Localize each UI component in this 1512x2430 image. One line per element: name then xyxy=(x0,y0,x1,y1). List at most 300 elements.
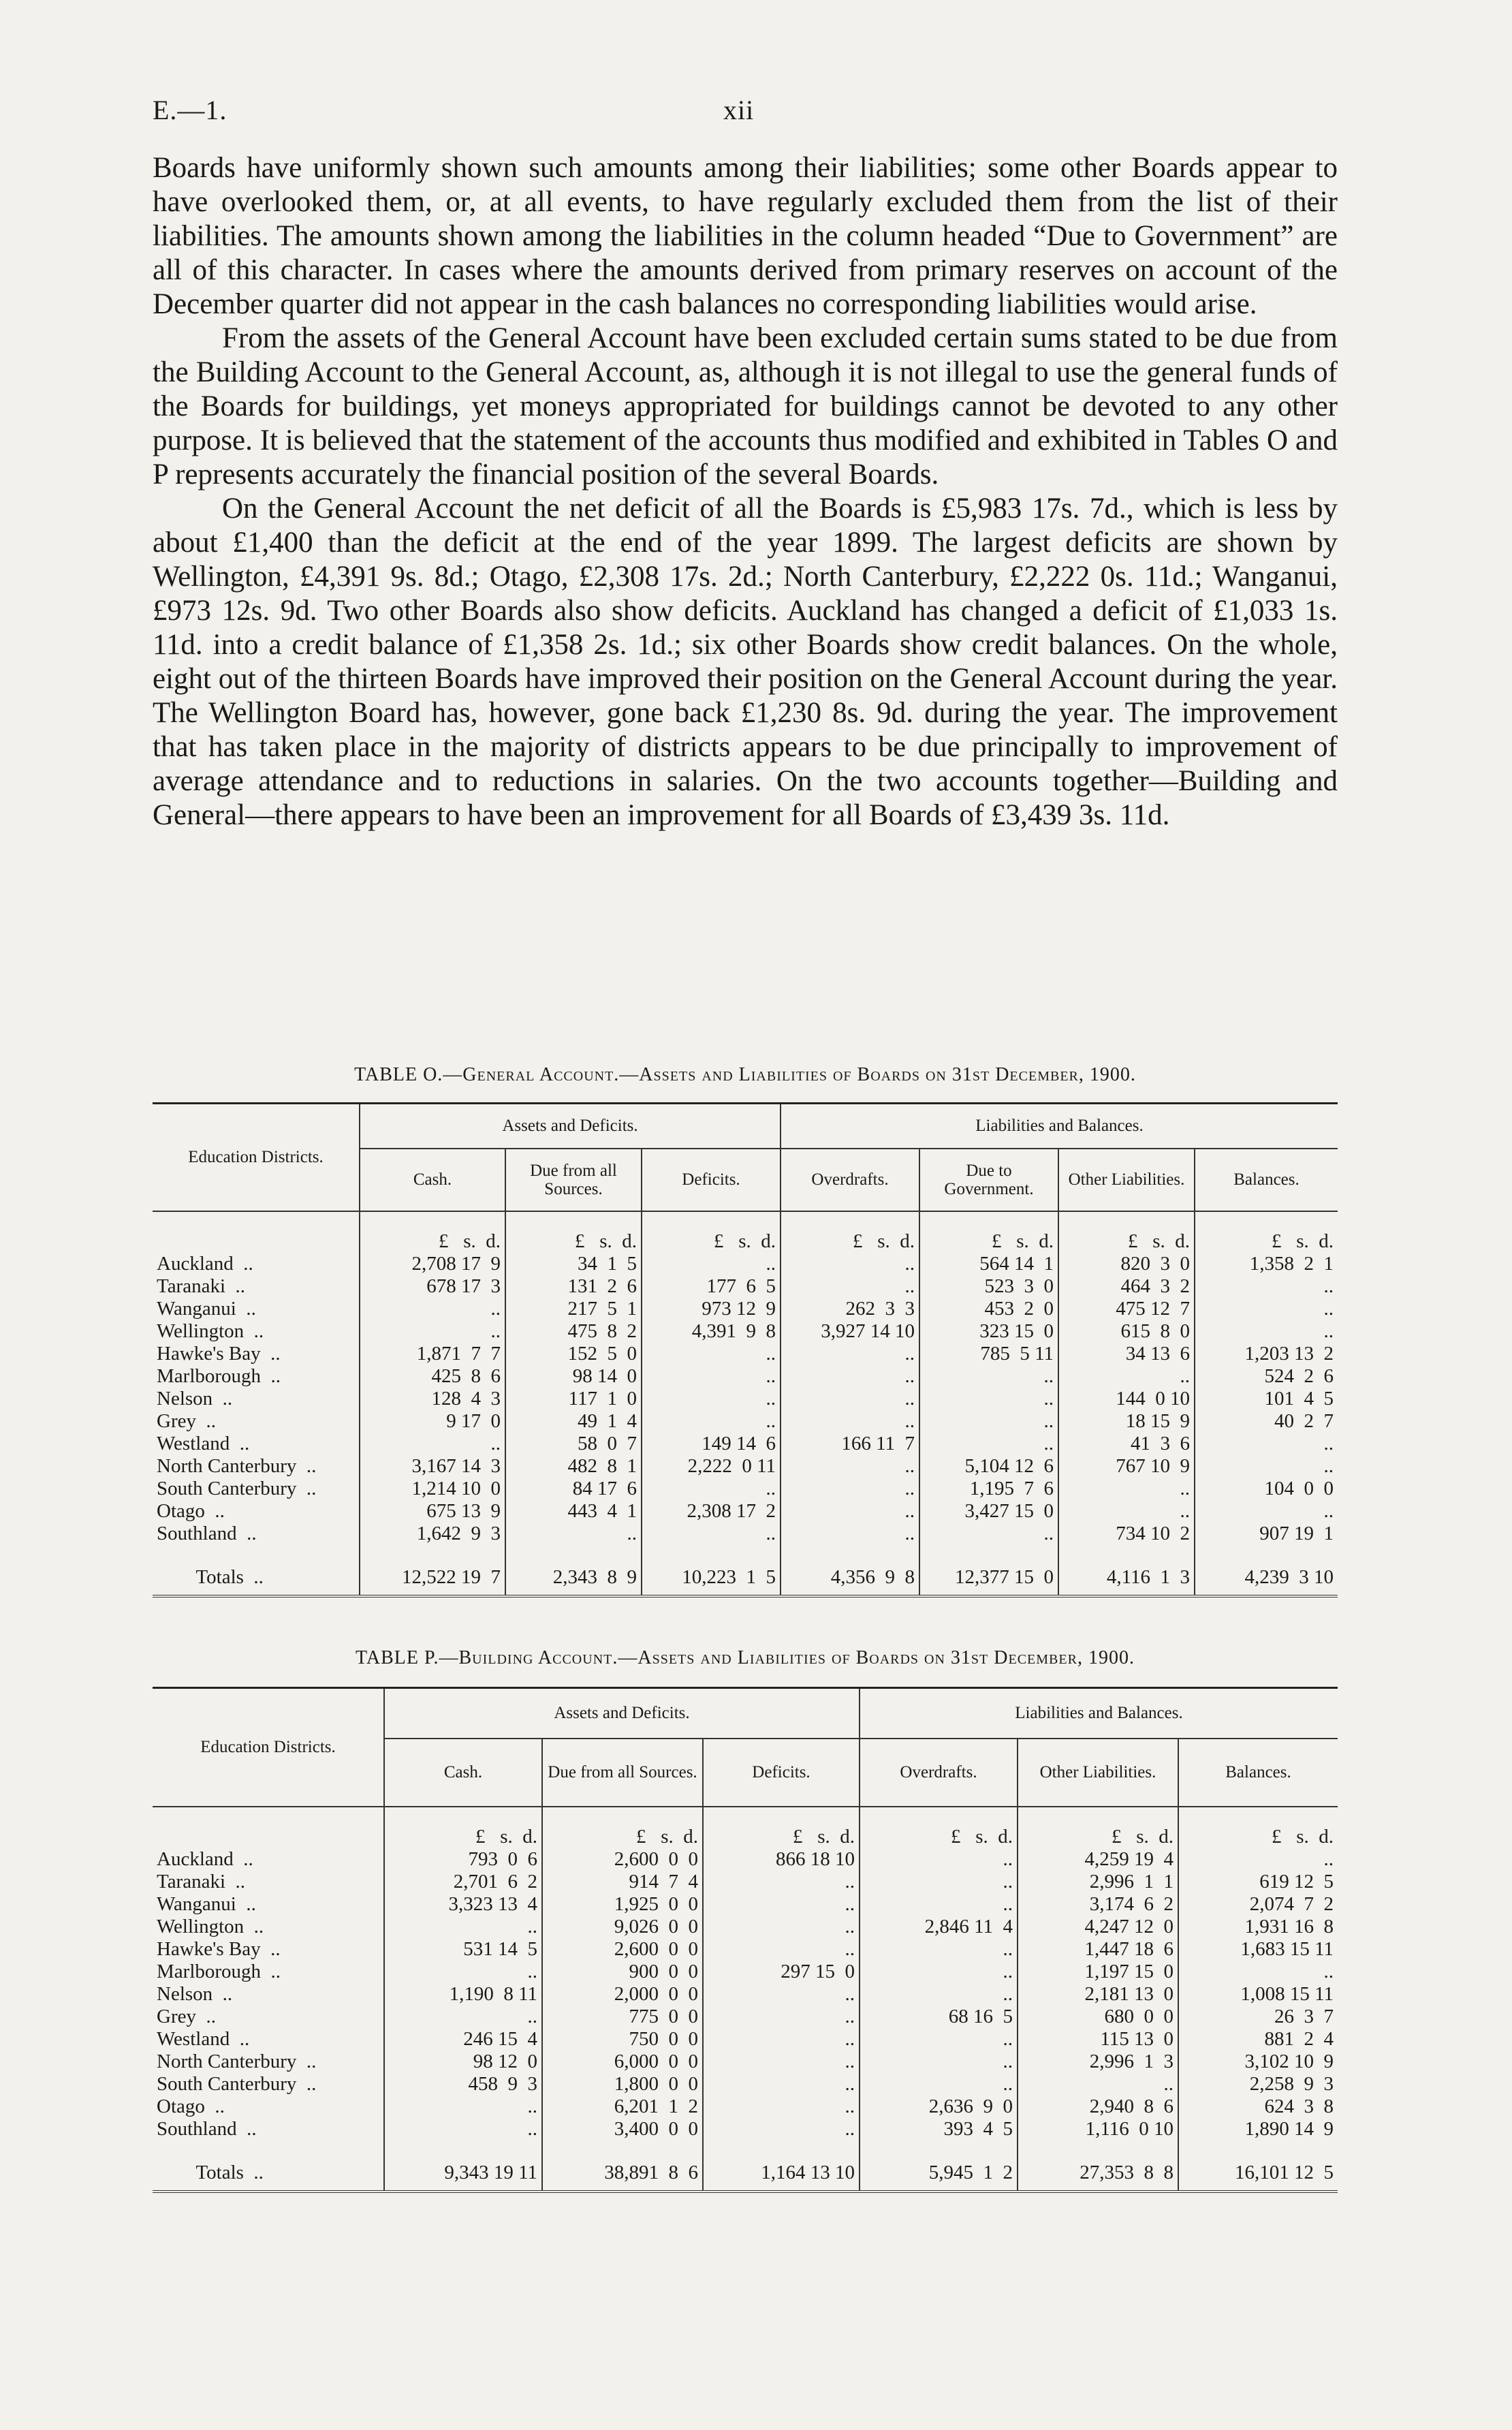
table-p-cell: 2,600 0 0 xyxy=(542,1938,703,1961)
table-p-cell: 246 15 4 xyxy=(384,2028,542,2051)
table-o-units-cell: £ s. d. xyxy=(1195,1211,1338,1253)
table-p-cell: 115 13 0 xyxy=(1018,2028,1178,2051)
table-p-totals-cell: 16,101 12 5 xyxy=(1178,2155,1338,2192)
table-p-cell: .. xyxy=(860,1983,1018,2006)
table-p-cell: 750 0 0 xyxy=(542,2028,703,2051)
table-p-cell: 3,102 10 9 xyxy=(1178,2051,1338,2073)
table-p-row xyxy=(153,1893,1338,1916)
table-o-cell: 1,642 9 3 xyxy=(360,1523,505,1545)
table-o-district-cell: Marlborough .. xyxy=(157,1365,281,1387)
table-o-row xyxy=(153,1523,1338,1545)
table-p-cell: 900 0 0 xyxy=(542,1961,703,1983)
table-o-spacer-cell xyxy=(1058,1545,1195,1560)
table-o-units-cell: £ s. d. xyxy=(781,1211,919,1253)
table-p-row xyxy=(153,1916,1338,1938)
table-o-cell: 1,358 2 1 xyxy=(1195,1253,1338,1275)
table-p-cell: 297 15 0 xyxy=(703,1961,860,1983)
table-p-cell: .. xyxy=(384,2006,542,2028)
table-p-district-cell: Grey .. xyxy=(157,2005,216,2027)
page-number: xii xyxy=(723,95,755,125)
table-o-units-blank xyxy=(153,1211,360,1253)
table-o-cell: 475 8 2 xyxy=(505,1320,642,1343)
table-o-cell: 41 3 6 xyxy=(1058,1433,1195,1455)
table-o-cell: .. xyxy=(781,1365,919,1388)
table-p-district-cell: Westland .. xyxy=(157,2027,250,2050)
table-p-units-cell: £ s. d. xyxy=(1178,1807,1338,1848)
table-p-cell: .. xyxy=(1178,1961,1338,1983)
table-p-district-cell: Marlborough .. xyxy=(157,1960,281,1982)
table-o-cell: .. xyxy=(642,1523,781,1545)
table-o-cell: .. xyxy=(360,1320,505,1343)
table-o-row xyxy=(153,1253,1338,1275)
table-p-cell: 1,683 15 11 xyxy=(1178,1938,1338,1961)
paragraph-3: On the General Account the net deficit of all the Boards is £5,983 17s. 7d., which is less by about £1,400 than the deficit at the end of the year 1899. The largest deficits are shown by Wellington, £4,391 9s. 8d.; Otago, £2,308 17s. 2d.; North Canterbury, £2,222 0s. 11d.; Wanganui, £973 12s. 9d. Two other Boards also show deficits. Auckland has changed a deficit of £1,033 1s. 11d. into a credit balance of £1,358 2s. 1d.; six other Boards show credit balances. On the whole, eight out of the thirteen Boards have improved their position on the General Account during the year. The Wellington Board has, however, gone back £1,230 8s. 9d. during the year. The improvement that has taken place in the majority of districts appears to be due principally to improvement of average attendance and to reductions in salaries. On the two accounts together—Building and General—there appears to have been an improvement for all Boards of £3,439 3s. 11d. xyxy=(153,493,1338,831)
table-o-units-cell: £ s. d. xyxy=(919,1211,1058,1253)
table-p-cell: 2,940 8 6 xyxy=(1018,2096,1178,2118)
table-p-cell: 2,181 13 0 xyxy=(1018,1983,1178,2006)
table-o-totals-cell: 4,356 9 8 xyxy=(781,1560,919,1596)
table-p-cell: .. xyxy=(860,1961,1018,1983)
table-p-cell: 4,247 12 0 xyxy=(1018,1916,1178,1938)
table-p-totals-row xyxy=(153,2155,1338,2192)
table-p-cell: .. xyxy=(703,1871,860,1893)
table-p-cell: .. xyxy=(860,1938,1018,1961)
table-p-cell: 2,600 0 0 xyxy=(542,1848,703,1871)
table-o-units-cell: £ s. d. xyxy=(505,1211,642,1253)
table-p-district-cell: North Canterbury .. xyxy=(157,2050,317,2072)
table-o-cell: 18 15 9 xyxy=(1058,1410,1195,1433)
table-p-cell: 2,636 9 0 xyxy=(860,2096,1018,2118)
table-p-cell: 1,890 14 9 xyxy=(1178,2118,1338,2140)
table-o-cell: 262 3 3 xyxy=(781,1298,919,1320)
table-o-cell: .. xyxy=(505,1523,642,1545)
table-o-cell: .. xyxy=(360,1433,505,1455)
table-o-cell: 49 1 4 xyxy=(505,1410,642,1433)
table-p-spacer-cell xyxy=(542,2140,703,2155)
table-o-cell: 1,195 7 6 xyxy=(919,1478,1058,1500)
table-p-totals-label: Totals .. xyxy=(157,2161,264,2183)
table-o-spacer-cell xyxy=(505,1545,642,1560)
table-p-cell: 1,931 16 8 xyxy=(1178,1916,1338,1938)
table-p-row xyxy=(153,1961,1338,1983)
table-o-totals-cell: 4,239 3 10 xyxy=(1195,1560,1338,1596)
table-p-cell: 6,201 1 2 xyxy=(542,2096,703,2118)
table-o-spacer-cell xyxy=(919,1545,1058,1560)
table-o-cell: 131 2 6 xyxy=(505,1275,642,1298)
table-o-cell: .. xyxy=(781,1343,919,1365)
table-o-cell: 2,708 17 9 xyxy=(360,1253,505,1275)
table-p-cell: 1,447 18 6 xyxy=(1018,1938,1178,1961)
table-p-cell: .. xyxy=(860,1871,1018,1893)
table-o-cell: .. xyxy=(642,1253,781,1275)
table-p-col-header: Other Liabilities. xyxy=(1018,1739,1178,1807)
table-p-units-cell: £ s. d. xyxy=(384,1807,542,1848)
table-p-cell: .. xyxy=(703,2051,860,2073)
table-p-cell: 2,996 1 3 xyxy=(1018,2051,1178,2073)
table-o-district-cell: Grey .. xyxy=(157,1409,216,1432)
table-o-cell: 323 15 0 xyxy=(919,1320,1058,1343)
table-p-cell: 1,008 15 11 xyxy=(1178,1983,1338,2006)
table-p-col-header: Balances. xyxy=(1178,1739,1338,1807)
table-o-cell: 1,203 13 2 xyxy=(1195,1343,1338,1365)
table-p-cell: .. xyxy=(384,2096,542,2118)
table-o-row xyxy=(153,1320,1338,1343)
table-o-cell: .. xyxy=(642,1410,781,1433)
table-o-district-cell: Otago .. xyxy=(157,1499,225,1522)
table-o-cell: 128 4 3 xyxy=(360,1388,505,1410)
table-p-units-row xyxy=(153,1807,1338,1848)
table-o-cell: 3,427 15 0 xyxy=(919,1500,1058,1523)
table-o-col-header: Due from all Sources. xyxy=(505,1149,642,1211)
table-o-totals-cell: 2,343 8 9 xyxy=(505,1560,642,1596)
table-p-cell: 6,000 0 0 xyxy=(542,2051,703,2073)
table-o-cell: .. xyxy=(919,1388,1058,1410)
table-p-spacer-cell xyxy=(1178,2140,1338,2155)
table-p xyxy=(153,1687,1338,2193)
table-p-row xyxy=(153,2006,1338,2028)
table-p-cell: .. xyxy=(384,1961,542,1983)
table-o-spacer-cell xyxy=(1195,1545,1338,1560)
table-o-cell: .. xyxy=(642,1388,781,1410)
table-o-cell: 678 17 3 xyxy=(360,1275,505,1298)
table-p-row xyxy=(153,1983,1338,2006)
table-o-cell: 2,222 0 11 xyxy=(642,1455,781,1478)
table-o-district-cell: Auckland .. xyxy=(157,1252,253,1275)
table-o-cell: 34 13 6 xyxy=(1058,1343,1195,1365)
table-p-district-cell: Nelson .. xyxy=(157,1982,233,2005)
table-o-cell: .. xyxy=(1058,1478,1195,1500)
table-o-spacer-cell xyxy=(642,1545,781,1560)
table-o-caption: TABLE O.—General Account.—Assets and Liabilities of Boards on 31st December, 1900. xyxy=(354,1064,1136,1085)
table-p-row xyxy=(153,2096,1338,2118)
table-p-units-cell: £ s. d. xyxy=(1018,1807,1178,1848)
table-p-units-cell: £ s. d. xyxy=(860,1807,1018,1848)
table-o-cell: .. xyxy=(919,1523,1058,1545)
table-o-cell: .. xyxy=(919,1410,1058,1433)
table-o-cell: 425 8 6 xyxy=(360,1365,505,1388)
table-o-row xyxy=(153,1343,1338,1365)
table-o-cell: .. xyxy=(642,1343,781,1365)
table-p-caption: TABLE P.—Building Account.—Assets and Liabilities of Boards on 31st December, 1900. xyxy=(356,1647,1135,1668)
table-o-district-cell: Wellington .. xyxy=(157,1320,264,1342)
table-p-row xyxy=(153,2051,1338,2073)
table-p-cell: .. xyxy=(703,1938,860,1961)
table-o-cell: 482 8 1 xyxy=(505,1455,642,1478)
table-p-liabilities-header: Liabilities and Balances. xyxy=(860,1688,1338,1739)
table-p-totals-cell: 5,945 1 2 xyxy=(860,2155,1018,2192)
table-o-col-header: Other Liabilities. xyxy=(1058,1149,1195,1211)
table-p-district-cell: Auckland .. xyxy=(157,1848,253,1870)
table-p-cell: 2,258 9 3 xyxy=(1178,2073,1338,2096)
table-p-cell: 9,026 0 0 xyxy=(542,1916,703,1938)
table-o-cell: .. xyxy=(1195,1298,1338,1320)
table-p-cell: 531 14 5 xyxy=(384,1938,542,1961)
table-o-cell: .. xyxy=(1058,1365,1195,1388)
table-o-units-row xyxy=(153,1211,1338,1253)
table-p-spacer-cell xyxy=(384,2140,542,2155)
table-o-district-cell: Westland .. xyxy=(157,1432,250,1454)
table-p-cell: .. xyxy=(703,2118,860,2140)
table-p-spacer-row xyxy=(153,2140,1338,2155)
table-p-cell: .. xyxy=(860,2073,1018,2096)
table-o-cell: 98 14 0 xyxy=(505,1365,642,1388)
table-o-cell: 3,167 14 3 xyxy=(360,1455,505,1478)
table-p-cell: .. xyxy=(860,2051,1018,2073)
table-p-col-header: Overdrafts. xyxy=(860,1739,1018,1807)
table-o-spacer-cell xyxy=(360,1545,505,1560)
table-o-cell: .. xyxy=(1195,1275,1338,1298)
table-p-totals-cell: 9,343 19 11 xyxy=(384,2155,542,2192)
table-o-totals-cell: 12,377 15 0 xyxy=(919,1560,1058,1596)
table-o-cell: .. xyxy=(919,1365,1058,1388)
table-o-col-header: Balances. xyxy=(1195,1149,1338,1211)
table-p-spacer-cell xyxy=(860,2140,1018,2155)
table-p-totals-cell: 38,891 8 6 xyxy=(542,2155,703,2192)
table-p-totals-cell: 1,164 13 10 xyxy=(703,2155,860,2192)
table-o-cell: 524 2 6 xyxy=(1195,1365,1338,1388)
table-p-cell: 3,174 6 2 xyxy=(1018,1893,1178,1916)
table-o-cell: 217 5 1 xyxy=(505,1298,642,1320)
table-p-cell: 624 3 8 xyxy=(1178,2096,1338,2118)
table-o-totals-row xyxy=(153,1560,1338,1596)
table-o-cell: 2,308 17 2 xyxy=(642,1500,781,1523)
table-p-cell: 2,000 0 0 xyxy=(542,1983,703,2006)
paragraph-1: Boards have uniformly shown such amounts among their liabilities; some other Boards appear to have overlooked them, or, at all events, to have regularly excluded them from the list of their liabilities. The amounts shown among the liabilities in the column headed “Due to Government” are all of this character. In cases where the amounts derived from primary reserves on account of the December quarter did not appear in the cash balances no corresponding liabilities would arise. xyxy=(153,152,1338,320)
table-p-cell: .. xyxy=(703,1983,860,2006)
table-o-cell: 9 17 0 xyxy=(360,1410,505,1433)
table-o-assets-header: Assets and Deficits. xyxy=(360,1104,781,1149)
table-p-units-blank xyxy=(153,1807,384,1848)
table-o-cell: 104 0 0 xyxy=(1195,1478,1338,1500)
table-o-cell: 523 3 0 xyxy=(919,1275,1058,1298)
table-o-cell: 464 3 2 xyxy=(1058,1275,1195,1298)
table-p-cell: .. xyxy=(703,1893,860,1916)
table-o-cell: .. xyxy=(1195,1433,1338,1455)
table-o-cell: 101 4 5 xyxy=(1195,1388,1338,1410)
table-p-cell: 2,701 6 2 xyxy=(384,1871,542,1893)
table-p-spacer-cell xyxy=(703,2140,860,2155)
table-p-cell: .. xyxy=(703,2028,860,2051)
table-p-cell: .. xyxy=(860,2028,1018,2051)
table-p-district-cell: Hawke's Bay .. xyxy=(157,1937,281,1960)
table-o-district-cell: Taranaki .. xyxy=(157,1275,246,1297)
table-o-col-header: Deficits. xyxy=(642,1149,781,1211)
table-o-cell: 973 12 9 xyxy=(642,1298,781,1320)
table-o-units-cell: £ s. d. xyxy=(1058,1211,1195,1253)
table-o-row xyxy=(153,1298,1338,1320)
table-o-cell: 4,391 9 8 xyxy=(642,1320,781,1343)
table-o-cell: 117 1 0 xyxy=(505,1388,642,1410)
table-o-col-header: Overdrafts. xyxy=(781,1149,919,1211)
table-p-cell: 3,323 13 4 xyxy=(384,1893,542,1916)
table-o-cell: 166 11 7 xyxy=(781,1433,919,1455)
table-o-row xyxy=(153,1478,1338,1500)
table-o-cell: .. xyxy=(642,1478,781,1500)
table-o-row xyxy=(153,1275,1338,1298)
table-o-cell: 1,871 7 7 xyxy=(360,1343,505,1365)
table-p-cell: .. xyxy=(1178,1848,1338,1871)
table-p-cell: .. xyxy=(384,2118,542,2140)
table-o-row xyxy=(153,1500,1338,1523)
table-o-cell: .. xyxy=(781,1275,919,1298)
table-p-row xyxy=(153,2118,1338,2140)
table-o-col-header: Due to Government. xyxy=(919,1149,1058,1211)
table-o-cell: .. xyxy=(642,1365,781,1388)
table-o-cell: .. xyxy=(1195,1320,1338,1343)
table-p-cell: 393 4 5 xyxy=(860,2118,1018,2140)
table-p-district-cell: Wellington .. xyxy=(157,1915,264,1937)
table-o-district-cell: South Canterbury .. xyxy=(157,1477,317,1499)
table-p-row xyxy=(153,1938,1338,1961)
table-p-row xyxy=(153,2073,1338,2096)
table-p-row xyxy=(153,1848,1338,1871)
table-p-spacer-cell xyxy=(153,2140,384,2155)
table-p-cell: .. xyxy=(860,1848,1018,1871)
table-o-district-header: Education Districts. xyxy=(188,1148,324,1167)
table-o-cell: 767 10 9 xyxy=(1058,1455,1195,1478)
table-p-col-header: Due from all Sources. xyxy=(542,1739,703,1807)
table-o-cell: 453 2 0 xyxy=(919,1298,1058,1320)
table-p-cell: 2,074 7 2 xyxy=(1178,1893,1338,1916)
table-o-district-cell: Wanganui .. xyxy=(157,1297,256,1320)
table-o-cell: 152 5 0 xyxy=(505,1343,642,1365)
table-o-cell: 615 8 0 xyxy=(1058,1320,1195,1343)
table-p-cell: 1,116 0 10 xyxy=(1018,2118,1178,2140)
table-o-units-cell: £ s. d. xyxy=(642,1211,781,1253)
table-o-district-cell: Hawke's Bay .. xyxy=(157,1342,281,1365)
table-o-row xyxy=(153,1388,1338,1410)
table-o-row xyxy=(153,1410,1338,1433)
table-p-cell: 3,400 0 0 xyxy=(542,2118,703,2140)
table-o-cell: .. xyxy=(781,1388,919,1410)
table-o-cell: .. xyxy=(919,1433,1058,1455)
table-o-district-cell: North Canterbury .. xyxy=(157,1454,317,1477)
table-o xyxy=(153,1102,1338,1598)
table-o-district-cell: Nelson .. xyxy=(157,1387,233,1409)
table-o-cell: 149 14 6 xyxy=(642,1433,781,1455)
table-o-totals-cell: 10,223 1 5 xyxy=(642,1560,781,1596)
table-p-totals-cell: 27,353 8 8 xyxy=(1018,2155,1178,2192)
table-p-row xyxy=(153,2028,1338,2051)
table-p-cell: 775 0 0 xyxy=(542,2006,703,2028)
table-o-cell: 785 5 11 xyxy=(919,1343,1058,1365)
table-p-assets-header: Assets and Deficits. xyxy=(384,1688,860,1739)
table-o-cell: 1,214 10 0 xyxy=(360,1478,505,1500)
table-p-cell: 680 0 0 xyxy=(1018,2006,1178,2028)
table-o-row xyxy=(153,1433,1338,1455)
table-o-totals-label: Totals .. xyxy=(157,1566,264,1588)
table-o-cell: 734 10 2 xyxy=(1058,1523,1195,1545)
table-o-spacer-row xyxy=(153,1545,1338,1560)
table-o-cell: 475 12 7 xyxy=(1058,1298,1195,1320)
table-p-district-cell: Taranaki .. xyxy=(157,1870,246,1892)
table-o-units-cell: £ s. d. xyxy=(360,1211,505,1253)
table-o-cell: 84 17 6 xyxy=(505,1478,642,1500)
table-p-district-header: Education Districts. xyxy=(200,1738,336,1757)
table-o-cell: .. xyxy=(781,1500,919,1523)
table-p-district-cell: South Canterbury .. xyxy=(157,2072,317,2095)
table-p-district-cell: Otago .. xyxy=(157,2095,225,2117)
table-p-cell: 1,190 8 11 xyxy=(384,1983,542,2006)
table-o-cell: 443 4 1 xyxy=(505,1500,642,1523)
page-header-left: E.—1. xyxy=(153,95,227,125)
table-o-spacer-cell xyxy=(781,1545,919,1560)
table-p-row xyxy=(153,1871,1338,1893)
table-p-district-cell: Wanganui .. xyxy=(157,1892,256,1915)
table-p-cell: 2,996 1 1 xyxy=(1018,1871,1178,1893)
table-p-cell: .. xyxy=(384,1916,542,1938)
table-o-cell: 675 13 9 xyxy=(360,1500,505,1523)
table-o-cell: 907 19 1 xyxy=(1195,1523,1338,1545)
table-o-totals-cell: 12,522 19 7 xyxy=(360,1560,505,1596)
table-o-cell: .. xyxy=(1058,1500,1195,1523)
table-o-cell: 58 0 7 xyxy=(505,1433,642,1455)
table-o-district-cell: Southland .. xyxy=(157,1522,257,1544)
table-o-cell: .. xyxy=(781,1253,919,1275)
table-p-cell: 866 18 10 xyxy=(703,1848,860,1871)
table-o-cell: 177 6 5 xyxy=(642,1275,781,1298)
table-o-row xyxy=(153,1455,1338,1478)
table-o-cell: 564 14 1 xyxy=(919,1253,1058,1275)
table-p-col-header: Deficits. xyxy=(703,1739,860,1807)
table-p-cell: .. xyxy=(703,2073,860,2096)
table-p-cell: 458 9 3 xyxy=(384,2073,542,2096)
table-o-cell: .. xyxy=(781,1523,919,1545)
table-p-cell: 2,846 11 4 xyxy=(860,1916,1018,1938)
table-p-cell: 793 0 6 xyxy=(384,1848,542,1871)
paragraph-2: From the assets of the General Account have been excluded certain sums stated to be due from the Building Account to the General Account, as, although it is not illegal to use the general funds of the Boards for buildings, yet moneys appropriated for buildings cannot be devoted to any other purpose. It is believed that the statement of the accounts thus modified and exhibited in Tables O and P represents accurately the financial position of the several Boards. xyxy=(153,322,1338,490)
table-o-cell: .. xyxy=(360,1298,505,1320)
table-p-cell: 619 12 5 xyxy=(1178,1871,1338,1893)
table-p-cell: .. xyxy=(703,2096,860,2118)
table-p-cell: .. xyxy=(703,2006,860,2028)
table-p-cell: 98 12 0 xyxy=(384,2051,542,2073)
table-p-spacer-cell xyxy=(1018,2140,1178,2155)
table-o-spacer-cell xyxy=(153,1545,360,1560)
table-o-cell: .. xyxy=(781,1478,919,1500)
table-p-cell: .. xyxy=(860,1893,1018,1916)
table-o-cell: 5,104 12 6 xyxy=(919,1455,1058,1478)
table-p-units-cell: £ s. d. xyxy=(703,1807,860,1848)
table-p-cell: 26 3 7 xyxy=(1178,2006,1338,2028)
body-text xyxy=(153,151,1338,832)
table-p-units-cell: £ s. d. xyxy=(542,1807,703,1848)
table-p-cell: 914 7 4 xyxy=(542,1871,703,1893)
table-p-cell: 68 16 5 xyxy=(860,2006,1018,2028)
table-p-cell: .. xyxy=(703,1916,860,1938)
table-o-totals-cell: 4,116 1 3 xyxy=(1058,1560,1195,1596)
table-p-cell: 881 2 4 xyxy=(1178,2028,1338,2051)
table-o-liabilities-header: Liabilities and Balances. xyxy=(781,1104,1338,1149)
table-o-col-header: Cash. xyxy=(360,1149,505,1211)
table-p-cell: 1,925 0 0 xyxy=(542,1893,703,1916)
table-o-cell: 144 0 10 xyxy=(1058,1388,1195,1410)
table-o-cell: 3,927 14 10 xyxy=(781,1320,919,1343)
table-o-cell: .. xyxy=(1195,1500,1338,1523)
table-o-cell: 40 2 7 xyxy=(1195,1410,1338,1433)
table-p-cell: .. xyxy=(1018,2073,1178,2096)
table-p-col-header: Cash. xyxy=(384,1739,542,1807)
table-p-cell: 1,800 0 0 xyxy=(542,2073,703,2096)
table-o-cell: .. xyxy=(781,1455,919,1478)
table-o-cell: 34 1 5 xyxy=(505,1253,642,1275)
table-p-cell: 4,259 19 4 xyxy=(1018,1848,1178,1871)
table-o-cell: 820 3 0 xyxy=(1058,1253,1195,1275)
table-p-cell: 1,197 15 0 xyxy=(1018,1961,1178,1983)
table-o-cell: .. xyxy=(781,1410,919,1433)
table-o-cell: .. xyxy=(1195,1455,1338,1478)
table-p-district-cell: Southland .. xyxy=(157,2117,257,2140)
